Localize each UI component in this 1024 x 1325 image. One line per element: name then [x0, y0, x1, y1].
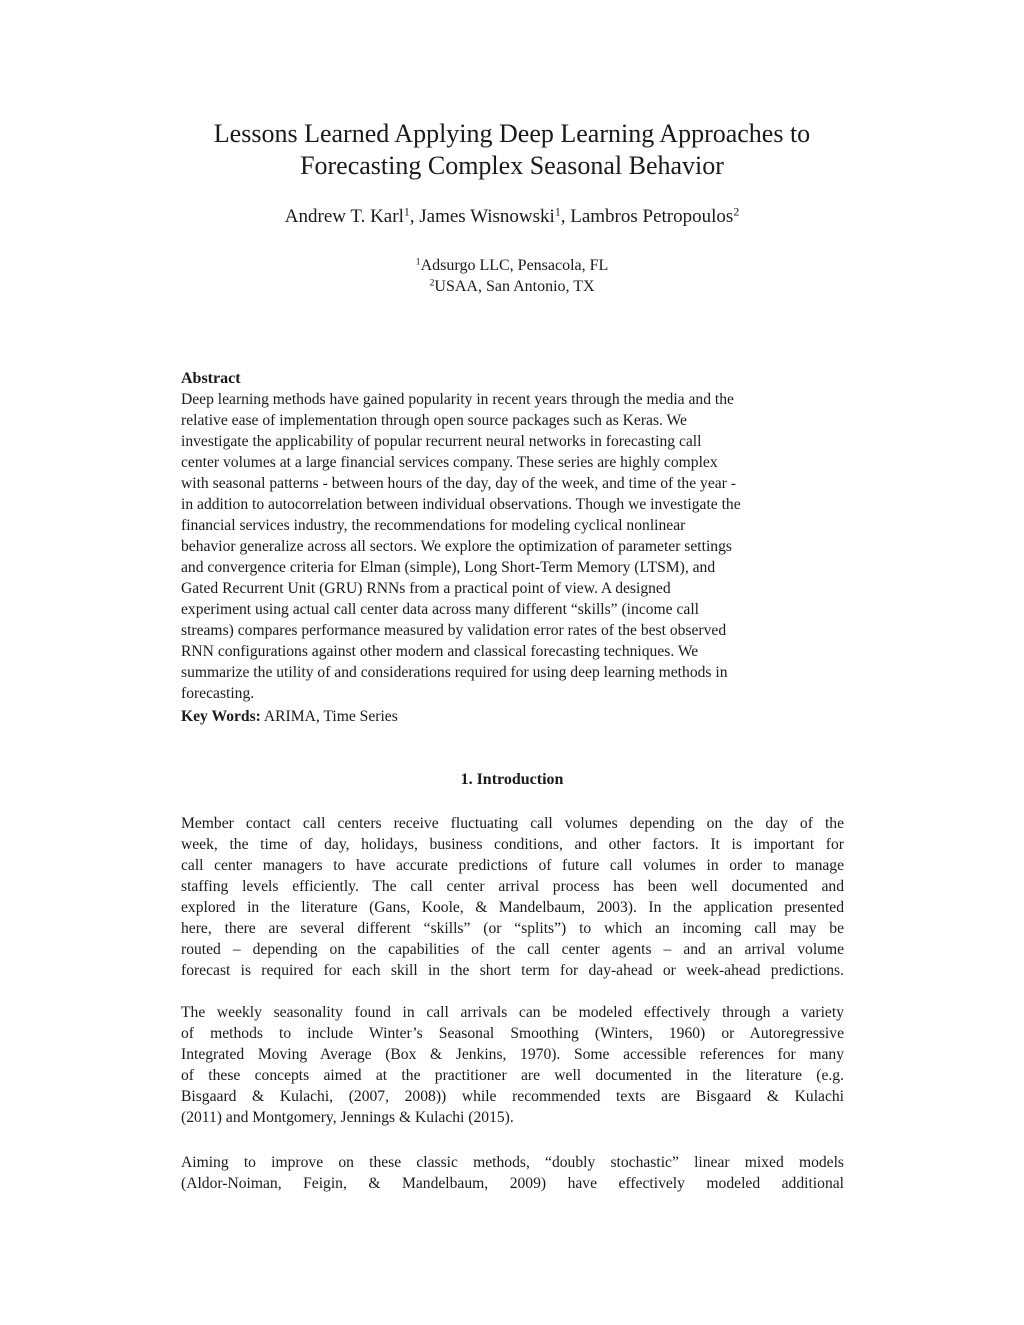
paragraph-line: Integrated Moving Average (Box & Jenkins, 1970). Some accessible references for many [181, 1046, 844, 1063]
paragraph-line: week, the time of day, holidays, business conditions, and other factors. It is important for [181, 836, 844, 853]
author-name: Andrew T. Karl [284, 206, 404, 227]
paper-title [120, 118, 904, 182]
abstract-line: behavior generalize across all sectors. We explore the optimization of parameter settings [181, 538, 732, 555]
affiliation-text: USAA, San Antonio, TX [434, 278, 595, 295]
keywords [181, 706, 398, 727]
title-line-2: Forecasting Complex Seasonal Behavior [300, 151, 724, 180]
affiliation-line [120, 255, 904, 276]
abstract-line: Gated Recurrent Unit (GRU) RNNs from a practical point of view. A designed [181, 580, 671, 597]
intro-paragraph [181, 813, 844, 981]
paragraph-line: The weekly seasonality found in call arrivals can be modeled effectively through a variety [181, 1004, 844, 1021]
abstract-line: forecasting. [181, 685, 255, 702]
paragraph-line: Member contact call centers receive fluctuating call volumes depending on the day of the [181, 815, 844, 832]
abstract-line: relative ease of implementation through open source packages such as Keras. We [181, 412, 687, 429]
affiliation-text: Adsurgo LLC, Pensacola, FL [420, 257, 609, 274]
author-name: , James Wisnowski [409, 206, 555, 227]
paragraph-line: call center managers to have accurate predictions of future call volumes in order to manage [181, 857, 844, 874]
section-heading-introduction: 1. Introduction [460, 771, 564, 788]
abstract-line: and convergence criteria for Elman (simple), Long Short-Term Memory (LTSM), and [181, 559, 716, 576]
affiliation-mark: 1 [415, 256, 421, 268]
abstract-line: Deep learning methods have gained popularity in recent years through the media and the [181, 391, 734, 408]
abstract-line: investigate the applicability of popular recurrent neural networks in forecasting call [181, 433, 702, 450]
paragraph-line: explored in the literature (Gans, Koole, & Mandelbaum, 2003). In the application presented [181, 899, 844, 916]
abstract-line: summarize the utility of and considerations required for using deep learning methods in [181, 664, 728, 681]
paragraph-line: of these concepts aimed at the practitioner are well documented in the literature (e.g. [181, 1067, 844, 1084]
paragraph-line: (2011) and Montgomery, Jennings & Kulachi (2015). [181, 1109, 514, 1126]
paragraph-line: of methods to include Winter’s Seasonal Smoothing (Winters, 1960) or Autoregressive [181, 1025, 844, 1042]
abstract-line: center volumes at a large financial services company. These series are highly complex [181, 454, 718, 471]
paragraph-line: staffing levels efficiently. The call center arrival process has been well documented and [181, 878, 844, 895]
paragraph-line: forecast is required for each skill in the short term for day-ahead or week-ahead predictions. [181, 962, 844, 979]
title-line-1: Lessons Learned Applying Deep Learning Approaches to [213, 119, 811, 148]
keywords-label: Key Words: [181, 708, 261, 725]
paragraph-line: Bisgaard & Kulachi, (2007, 2008)) while recommended texts are Bisgaard & Kulachi [181, 1088, 844, 1105]
paragraph-line: here, there are several different “skills” (or “splits”) to which an incoming call may be [181, 920, 844, 937]
author-name: , Lambros Petropoulos [560, 206, 734, 227]
abstract-heading: Abstract [181, 370, 241, 387]
abstract-line: experiment using actual call center data across many different “skills” (income call [181, 601, 699, 618]
affiliations [120, 255, 904, 297]
abstract-line: in addition to autocorrelation between individual observations. Though we investigate the [181, 496, 741, 513]
abstract-line: financial services industry, the recommendations for modeling cyclical nonlinear [181, 517, 686, 534]
author-list [120, 205, 904, 229]
abstract-body [181, 389, 846, 704]
abstract-line: streams) compares performance measured by validation error rates of the best observed [181, 622, 727, 639]
intro-paragraph [181, 1002, 844, 1128]
abstract-line: RNN configurations against other modern and classical forecasting techniques. We [181, 643, 699, 660]
paragraph-line: Aiming to improve on these classic methods, “doubly stochastic” linear mixed models [181, 1154, 844, 1171]
author-affiliation-mark: 2 [733, 205, 740, 219]
author-affiliation-mark: 1 [403, 205, 410, 219]
paragraph-line: routed – depending on the capabilities of the call center agents – and an arrival volume [181, 941, 844, 958]
affiliation-line [120, 276, 904, 297]
author-affiliation-mark: 1 [554, 205, 561, 219]
intro-paragraph [181, 1152, 844, 1194]
abstract-line: with seasonal patterns - between hours of the day, day of the week, and time of the year - [181, 475, 736, 492]
keywords-value: ARIMA, Time Series [260, 708, 398, 725]
affiliation-mark: 2 [429, 277, 435, 289]
paragraph-line: (Aldor-Noiman, Feigin, & Mandelbaum, 2009) have effectively modeled additional [181, 1175, 844, 1192]
